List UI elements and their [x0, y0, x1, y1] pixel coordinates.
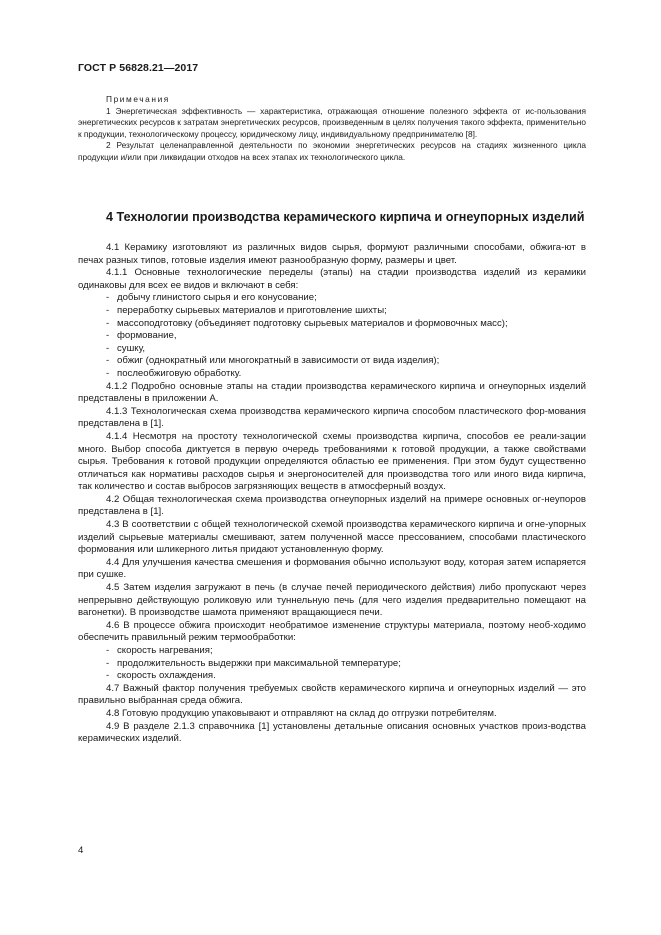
list-item: - продолжительность выдержки при максимальной температуре;	[106, 657, 401, 669]
paragraph: 4.1 Керамику изготовляют из различных видов сырья, формуют различными способами, обжига-ют в печах разных типов, готовые изделия имеют разнообразную форму, размеры и цвет.	[78, 242, 586, 266]
paragraph: 4.5 Затем изделия загружают в печь (в случае печей периодического действия) либо пропускают через непрерывно действующую роликовую или туннельную печь (для чего изделия предварительно помещают на вагонетки). В производстве шамота применяют вращающиеся печи.	[78, 582, 586, 619]
list-item: - обжиг (однократный или многократный в зависимости от вида изделия);	[106, 355, 440, 367]
list-item: - сушку,	[106, 342, 146, 354]
page-number: 4	[78, 845, 84, 856]
section-title: 4 Технологии производства керамического кирпича и огнеупорных изделий	[106, 210, 585, 224]
paragraph: 4.1.4 Несмотря на простоту технологической схемы производства кирпича, способов ее реали-зации много. Выбор способа диктуется в первую очередь требованиями к готовой продукции, а также свойствами сырья. Требования к готовой продукции определяются областью ее применения. При этом будут существенно отличаться как нормативы расходов сырья и энергоносителей для производства того или иного вида кирпича, так количество и состав выбросов загрязняющих веществ в атмосферный воздух.	[78, 430, 586, 493]
notes-title: Примечания	[106, 94, 170, 104]
paragraph: 4.1.1 Основные технологические переделы (этапы) на стадии производства изделий из керамики одинаковы для всех ее видов и включают в себя:	[78, 267, 586, 291]
list-item: - скорость охлаждения.	[106, 670, 216, 682]
paragraph: 4.6 В процессе обжига происходит необратимое изменение структуры материала, поэтому необ-ходимо обеспечить правильный режим термообработки:	[78, 619, 586, 644]
section-4	[78, 209, 586, 746]
list-item: - формование,	[106, 330, 177, 342]
list-item: - добычу глинистого сырья и его конусование;	[106, 292, 317, 304]
list-item: - переработку сырьевых материалов и приготовление шихты;	[106, 304, 387, 316]
list-item: - массоподготовку (объединяет подготовку сырьевых материалов и формовочных масс);	[106, 317, 508, 329]
list-item: - скорость нагревания;	[106, 645, 213, 656]
note-item: 1 Энергетическая эффективность — характеристика, отражающая отношение полезного эффекта от ис-пользования энергетических ресурсов к затратам энергетических ресурсов, произведенным в целях получения такого эффекта, применительно к продукции, технологическому процессу, юридическому лицу, индивидуальному предпринимателю [8].	[78, 105, 586, 139]
list-item: - послеобжиговую обработку.	[106, 367, 242, 379]
paragraph: 4.1.2 Подробно основные этапы на стадии производства керамического кирпича и огнеупорных изделий представлены в приложении А.	[78, 380, 586, 405]
paragraph: 4.8 Готовую продукцию упаковывают и отправляют на склад до отгрузки потребителям.	[106, 707, 497, 719]
paragraph: 4.4 Для улучшения качества смешения и формования обычно используют воду, которая затем испаряется при сушке.	[78, 556, 586, 581]
paragraph: 4.1.3 Технологическая схема производства керамического кирпича способом пластического фор-мования представлена в [1].	[78, 405, 586, 430]
note-item: 2 Результат целенаправленной деятельности по экономии энергетических ресурсов на стадиях жизненного цикла продукции и/или при ликвидации отходов на всех этапах их технологического цикла.	[78, 140, 586, 162]
paragraph: 4.9 В разделе 2.1.3 справочника [1] установлены детальные описания основных участков произ-водства керамических изделий.	[78, 720, 586, 745]
paragraph: 4.2 Общая технологическая схема производства огнеупорных изделий на примере основных ог-неупоров представлена в [1].	[78, 493, 586, 518]
paragraph: 4.3 В соответствии с общей технологической схемой производства керамического кирпича и огне-упорных изделий сырьевые материалы смешивают, затем полученной массе прессованием, способами пластического формования или шликерного литья придают установленную форму.	[78, 519, 586, 556]
notes-block	[78, 94, 586, 163]
document-standard-header: ГОСТ Р 56828.21—2017	[78, 62, 199, 74]
paragraph: 4.7 Важный фактор получения требуемых свойств керамического кирпича и огнеупорных изделий — это правильно выбранная среда обжига.	[78, 682, 586, 707]
section-body	[78, 242, 586, 746]
